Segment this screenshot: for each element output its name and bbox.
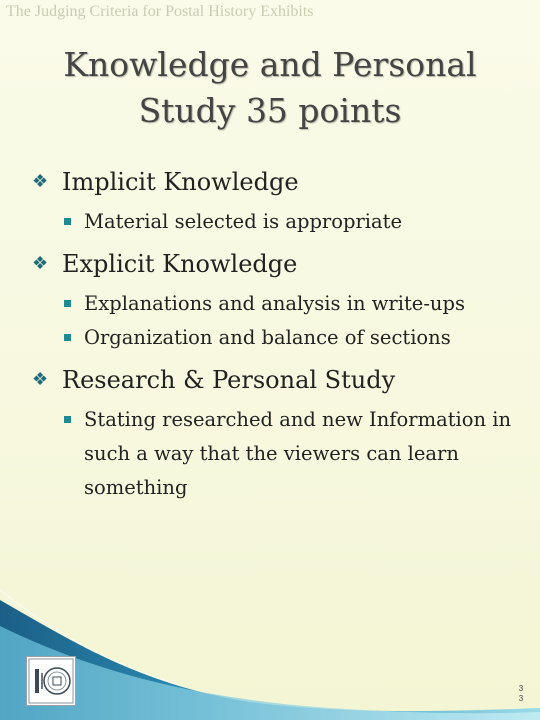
sub-bullet-text: Material selected is appropriate bbox=[84, 210, 403, 233]
square-bullet-icon bbox=[64, 218, 71, 225]
bullet-implicit-knowledge bbox=[32, 163, 522, 201]
bullet-explicit-knowledge bbox=[32, 245, 522, 283]
slide-title bbox=[0, 42, 540, 134]
presentation-header: The Judging Criteria for Postal History Exhibits bbox=[6, 3, 314, 20]
bullet-list bbox=[32, 163, 522, 505]
decorative-wave bbox=[0, 590, 540, 720]
square-bullet-icon bbox=[64, 416, 71, 423]
bullet-label: Explicit Knowledge bbox=[62, 250, 298, 278]
sub-bullet-explanations bbox=[64, 287, 522, 321]
sub-bullet-organization bbox=[64, 321, 522, 355]
page-number bbox=[516, 684, 526, 704]
page-number-bottom: 3 bbox=[518, 694, 524, 703]
square-bullet-icon bbox=[64, 334, 71, 341]
bullet-research-personal-study bbox=[32, 361, 522, 399]
exhibition-logo bbox=[26, 656, 76, 706]
square-bullet-icon bbox=[64, 300, 71, 307]
sub-bullet-material-selected bbox=[64, 205, 522, 239]
bullet-label: Research & Personal Study bbox=[62, 366, 396, 394]
sub-bullet-stating-researched bbox=[64, 403, 522, 505]
slide-title-line-2: Study 35 points bbox=[138, 91, 402, 130]
seal-emblem-icon bbox=[27, 657, 75, 705]
bullet-label: Implicit Knowledge bbox=[62, 168, 299, 196]
diamond-bullet-icon: ❖ bbox=[32, 253, 49, 274]
sub-bullet-text: Stating researched and new Information in such a way that the viewers can learn something bbox=[84, 408, 512, 499]
diamond-bullet-icon: ❖ bbox=[32, 369, 49, 390]
sub-bullet-text: Organization and balance of sections bbox=[84, 326, 451, 349]
diamond-bullet-icon: ❖ bbox=[32, 171, 49, 192]
sub-bullet-text: Explanations and analysis in write-ups bbox=[84, 292, 465, 315]
page-number-top: 3 bbox=[518, 684, 524, 693]
slide-title-line-1: Knowledge and Personal bbox=[63, 45, 477, 84]
